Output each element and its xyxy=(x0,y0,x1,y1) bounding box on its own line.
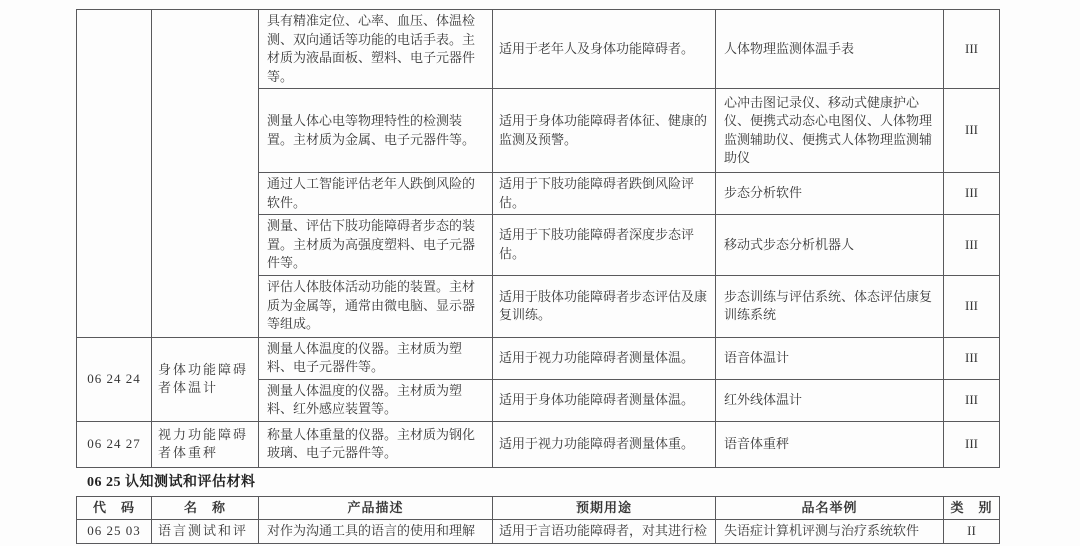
cell-name: 语言测试和评 xyxy=(152,520,259,544)
column-header-code: 代 码 xyxy=(77,497,152,520)
cell-category: III xyxy=(944,215,1000,276)
cell-intended-use: 适用于老年人及身体功能障碍者。 xyxy=(493,10,716,89)
cell-product-examples: 语音体温计 xyxy=(716,337,944,379)
cell-intended-use: 适用于视力功能障碍者测量体重。 xyxy=(493,421,716,467)
cell-code: 06 24 27 xyxy=(77,421,152,467)
cell-category: III xyxy=(944,275,1000,337)
cell-product-examples: 步态训练与评估系统、体态评估康复训练系统 xyxy=(716,275,944,337)
cell-product-examples: 步态分析软件 xyxy=(716,173,944,215)
cell-product-examples: 心冲击图记录仪、移动式健康护心仪、便携式动态心电图仪、人体物理监测辅助仪、便携式人体物理监测辅助仪 xyxy=(716,89,944,173)
cell-product-description: 评估人体肢体活动功能的装置。主材质为金属等，通常由微电脑、显示器等组成。 xyxy=(259,275,493,337)
cell-category: III xyxy=(944,337,1000,379)
table-header-row xyxy=(77,497,1000,520)
cell-product-description: 对作为沟通工具的语言的使用和理解 xyxy=(259,520,493,544)
cell-intended-use: 适用于视力功能障碍者测量体温。 xyxy=(493,337,716,379)
table-row xyxy=(77,337,1000,379)
cell-category: III xyxy=(944,379,1000,421)
table-row xyxy=(77,520,1000,544)
column-header-category: 类 别 xyxy=(944,497,1000,520)
cell-intended-use: 适用于下肢功能障碍者跌倒风险评估。 xyxy=(493,173,716,215)
device-classification-table-top xyxy=(76,9,1000,468)
column-header-name: 名 称 xyxy=(152,497,259,520)
cell-category: III xyxy=(944,89,1000,173)
column-header-examples: 品名举例 xyxy=(716,497,944,520)
cell-product-description: 测量人体温度的仪器。主材质为塑料、电子元器件等。 xyxy=(259,337,493,379)
cell-intended-use: 适用于下肢功能障碍者深度步态评估。 xyxy=(493,215,716,276)
cell-product-examples: 语音体重秤 xyxy=(716,421,944,467)
cell-product-description: 测量、评估下肢功能障碍者步态的装置。主材质为高强度塑料、电子元器件等。 xyxy=(259,215,493,276)
cell-product-description: 通过人工智能评估老年人跌倒风险的软件。 xyxy=(259,173,493,215)
cell-product-examples: 人体物理监测体温手表 xyxy=(716,10,944,89)
cell-code-empty xyxy=(77,10,152,338)
cell-product-description: 称量人体重量的仪器。主材质为钢化玻璃、电子元器件等。 xyxy=(259,421,493,467)
cell-intended-use: 适用于身体功能障碍者测量体温。 xyxy=(493,379,716,421)
cell-intended-use: 适用于肢体功能障碍者步态评估及康复训练。 xyxy=(493,275,716,337)
cell-product-description: 测量人体心电等物理特性的检测装置。主材质为金属、电子元器件等。 xyxy=(259,89,493,173)
cell-category: II xyxy=(944,520,1000,544)
cell-category: III xyxy=(944,173,1000,215)
cell-product-examples: 失语症计算机评测与治疗系统软件 xyxy=(716,520,944,544)
cell-product-examples: 移动式步态分析机器人 xyxy=(716,215,944,276)
cell-category: III xyxy=(944,421,1000,467)
table-row xyxy=(77,10,1000,89)
cell-name-empty xyxy=(152,10,259,338)
cell-intended-use: 适用于言语功能障碍者，对其进行检 xyxy=(493,520,716,544)
cell-code: 06 24 24 xyxy=(77,337,152,421)
table-row xyxy=(77,421,1000,467)
cell-product-description: 测量人体温度的仪器。主材质为塑料、红外感应装置等。 xyxy=(259,379,493,421)
cell-intended-use: 适用于身体功能障碍者体征、健康的监测及预警。 xyxy=(493,89,716,173)
cell-product-description: 具有精准定位、心率、血压、体温检测、双向通话等功能的电话手表。主材质为液晶面板、塑料、电子元器件等。 xyxy=(259,10,493,89)
section-heading: 06 25 认知测试和评估材料 xyxy=(87,475,256,490)
device-classification-table-bottom xyxy=(76,496,1000,544)
cell-name: 视力功能障碍者体重秤 xyxy=(152,421,259,467)
column-header-intended-use: 预期用途 xyxy=(493,497,716,520)
cell-category: III xyxy=(944,10,1000,89)
cell-product-examples: 红外线体温计 xyxy=(716,379,944,421)
cell-code: 06 25 03 xyxy=(77,520,152,544)
column-header-description: 产品描述 xyxy=(259,497,493,520)
cell-name: 身体功能障碍者体温计 xyxy=(152,337,259,421)
